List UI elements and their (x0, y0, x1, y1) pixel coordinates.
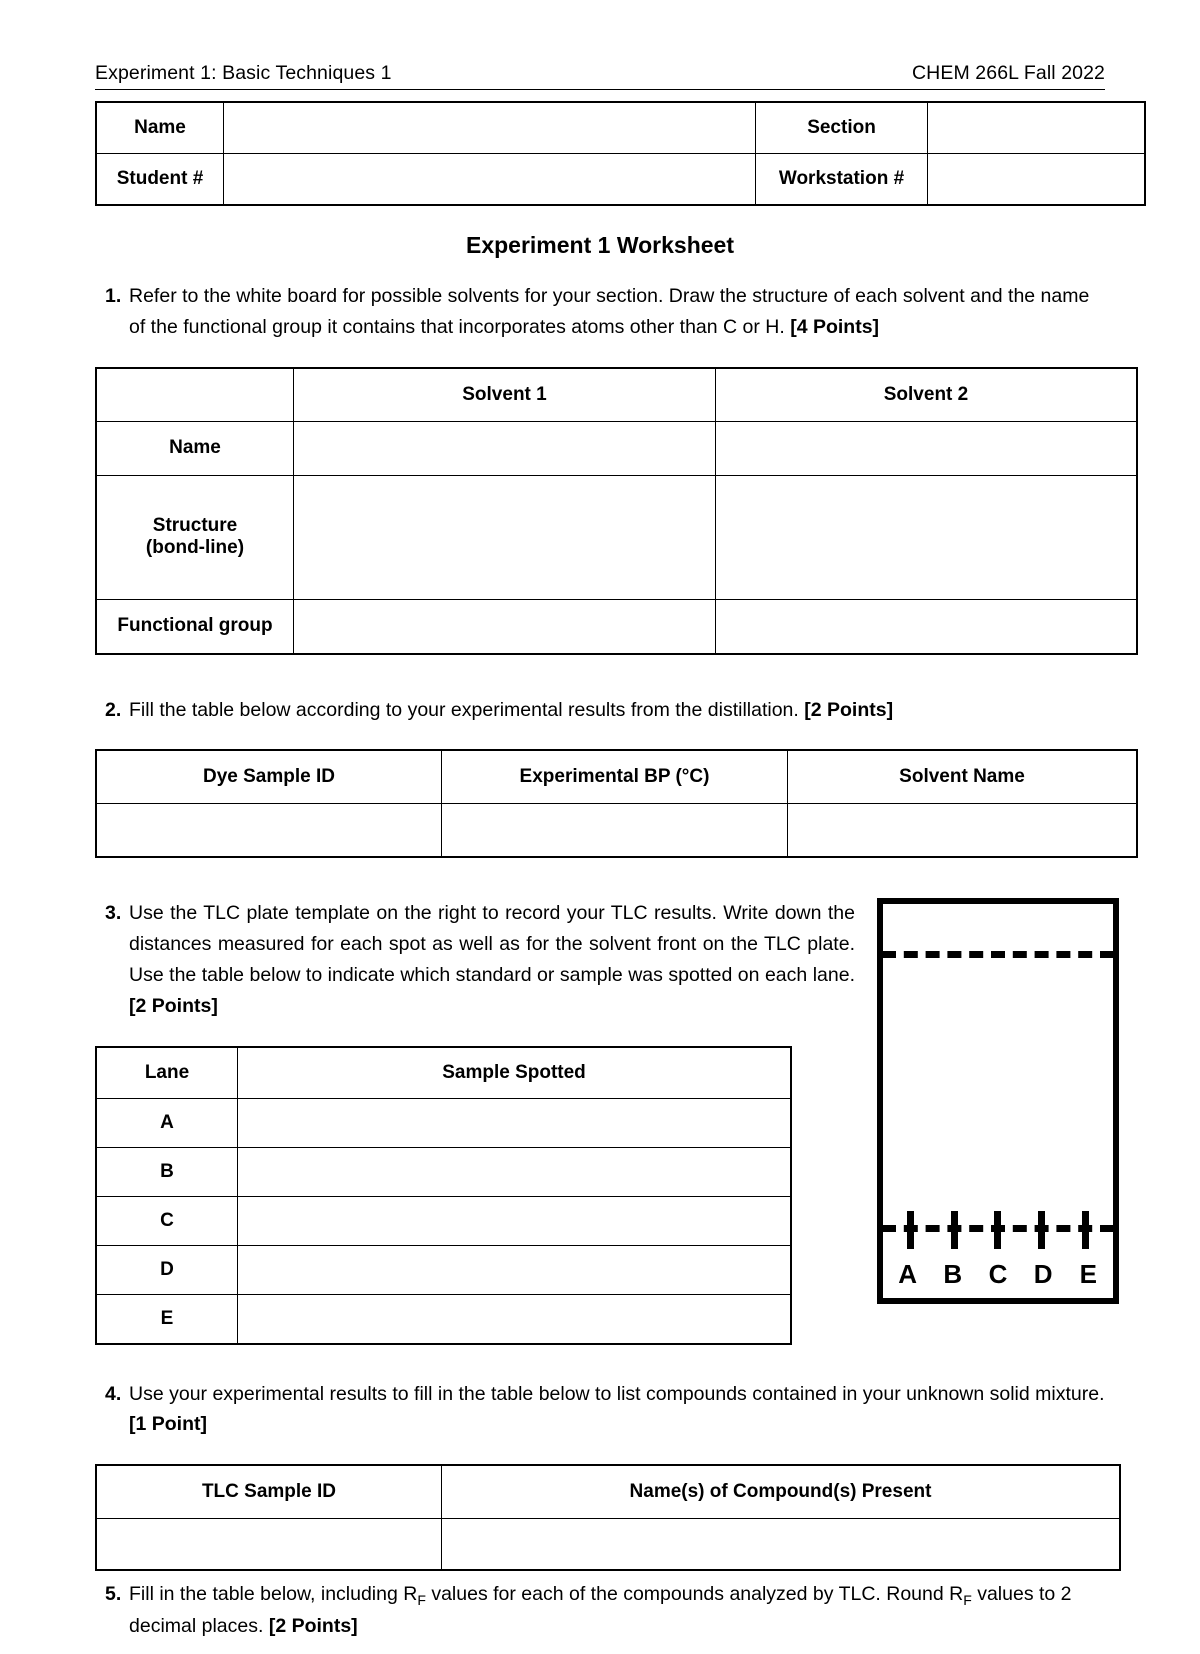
lane-c-sample-cell[interactable] (238, 1196, 792, 1245)
table-row (96, 154, 1145, 206)
table-row (96, 368, 1137, 422)
section-label: Section (756, 102, 928, 154)
table-row (96, 1098, 791, 1147)
lane-d-label: D (96, 1245, 238, 1294)
lane-c-label: C (96, 1196, 238, 1245)
question-5 (95, 1579, 1105, 1642)
solvent-2-structure-cell[interactable] (716, 475, 1138, 599)
question-1-points: [4 Points] (790, 315, 880, 338)
question-3-body: Use the TLC plate template on the right to record your TLC results. Write down the distances measured for each spot as well as for the solvent front on the TLC plate. Use the table below to indicate which standard or sample was spotted on each lane. (129, 902, 855, 986)
lane-e-label: E (96, 1294, 238, 1344)
solvent-1-header: Solvent 1 (294, 368, 716, 422)
table-row (96, 1245, 791, 1294)
tlc-lane-label-a: A (898, 1259, 917, 1290)
question-1-number: 1. (105, 285, 122, 307)
table-row (96, 475, 1137, 599)
question-4-points: [1 Point] (129, 1413, 207, 1436)
solvent-2-functional-group-cell[interactable] (716, 599, 1138, 654)
question-5-body-part-3: values to 2 decimal places. (129, 1583, 1072, 1638)
table-row (96, 1465, 1120, 1519)
question-4-body: Use your experimental results to fill in the table below to list compounds contained in your unknown solid mixture. (129, 1382, 1105, 1405)
question-3-left-column (95, 898, 855, 1344)
lane-a-sample-cell[interactable] (238, 1098, 792, 1147)
question-5-subscript-2: F (963, 1592, 972, 1609)
tlc-sample-id-cell[interactable] (96, 1519, 442, 1571)
solvent-2-name-cell[interactable] (716, 421, 1138, 475)
compound-names-cell[interactable] (442, 1519, 1121, 1571)
table-row (96, 1147, 791, 1196)
workstation-number-input-cell[interactable] (928, 154, 1146, 206)
solvent-2-header: Solvent 2 (716, 368, 1138, 422)
tlc-tick-e (1082, 1211, 1089, 1249)
structure-label-line-2: (bond-line) (145, 537, 245, 559)
experimental-bp-header: Experimental BP (°C) (442, 750, 788, 804)
tlc-sample-id-header: TLC Sample ID (96, 1465, 442, 1519)
compound-names-header: Name(s) of Compound(s) Present (442, 1465, 1121, 1519)
question-4-text (129, 1379, 1105, 1441)
document-header (95, 62, 1105, 90)
question-3-points: [2 Points] (129, 994, 218, 1017)
lane-b-sample-cell[interactable] (238, 1147, 792, 1196)
solvent-table (95, 367, 1138, 655)
name-label: Name (96, 102, 224, 154)
table-row (96, 804, 1137, 858)
question-3-number: 3. (105, 902, 122, 925)
question-2-body: Fill the table below according to your experimental results from the distillation. (129, 698, 805, 721)
header-experiment-title: Experiment 1: Basic Techniques 1 (95, 62, 392, 84)
tlc-lane-label-e: E (1079, 1259, 1098, 1290)
structure-label-line-1: Structure (152, 515, 238, 537)
tlc-lane-label-c: C (988, 1259, 1008, 1290)
functional-group-row-label: Functional group (96, 599, 294, 654)
solvent-name-row-label: Name (96, 421, 294, 475)
tlc-tick-c (994, 1211, 1001, 1249)
tlc-lane-labels (883, 1259, 1113, 1290)
student-info-table (95, 101, 1146, 206)
solvent-1-structure-cell[interactable] (294, 475, 716, 599)
tlc-plate-template[interactable] (877, 898, 1119, 1304)
question-5-body-part-1: Fill in the table below, including R (129, 1583, 418, 1606)
tlc-solvent-front-line (882, 951, 1114, 958)
tlc-tick-d (1038, 1211, 1045, 1249)
tlc-lane-ticks (883, 1210, 1113, 1250)
tlc-tick-a (907, 1211, 914, 1249)
solvent-name-cell[interactable] (788, 804, 1138, 858)
question-3-section (95, 898, 1105, 1344)
lane-a-label: A (96, 1098, 238, 1147)
student-number-input-cell[interactable] (224, 154, 756, 206)
question-1 (95, 281, 1105, 343)
compound-table (95, 1464, 1121, 1571)
name-input-cell[interactable] (224, 102, 756, 154)
header-course-term: CHEM 266L Fall 2022 (911, 62, 1105, 84)
question-2-number: 2. (105, 698, 122, 721)
question-2-text (129, 695, 1105, 726)
table-row (96, 421, 1137, 475)
page-content (95, 62, 1105, 1654)
tlc-tick-b (951, 1211, 958, 1249)
question-4 (95, 1379, 1105, 1441)
solvent-1-name-cell[interactable] (294, 421, 716, 475)
question-5-text (129, 1579, 1105, 1642)
lane-e-sample-cell[interactable] (238, 1294, 792, 1344)
section-input-cell[interactable] (928, 102, 1146, 154)
question-1-text (129, 281, 1105, 343)
dye-sample-id-header: Dye Sample ID (96, 750, 442, 804)
question-2-points: [2 Points] (804, 698, 894, 721)
page-title: Experiment 1 Worksheet (465, 232, 734, 258)
table-row (96, 1294, 791, 1344)
sample-spotted-header: Sample Spotted (238, 1047, 792, 1099)
lane-header: Lane (96, 1047, 238, 1099)
table-row (96, 1519, 1120, 1571)
table-row (96, 750, 1137, 804)
table-row (96, 599, 1137, 654)
lane-d-sample-cell[interactable] (238, 1245, 792, 1294)
question-3-right-column (855, 898, 1119, 1304)
workstation-number-label: Workstation # (756, 154, 928, 206)
table-row (96, 102, 1145, 154)
dye-sample-id-cell[interactable] (96, 804, 442, 858)
table-row (96, 1047, 791, 1099)
question-2 (95, 695, 1105, 726)
question-4-number: 4. (105, 1382, 122, 1405)
solvent-structure-row-label (96, 475, 294, 599)
student-number-label: Student # (96, 154, 224, 206)
tlc-lane-label-b: B (943, 1259, 963, 1290)
question-3-text (129, 898, 855, 1021)
tlc-lane-label-d: D (1033, 1259, 1053, 1290)
question-1-body: Refer to the white board for possible solvents for your section. Draw the structure of each solvent and the name of the functional group it contains that incorporates atoms other than C or H. (129, 285, 1090, 338)
solvent-name-header: Solvent Name (788, 750, 1138, 804)
question-5-subscript-1: F (417, 1592, 426, 1609)
distillation-table (95, 749, 1138, 858)
solvent-table-corner-cell (96, 368, 294, 422)
question-5-number: 5. (105, 1583, 122, 1606)
lane-table (95, 1046, 792, 1345)
lane-b-label: B (96, 1147, 238, 1196)
question-5-body-part-2: values for each of the compounds analyzed by TLC. Round R (425, 1583, 964, 1606)
table-row (96, 1196, 791, 1245)
question-5-points: [2 Points] (268, 1615, 358, 1638)
solvent-1-functional-group-cell[interactable] (294, 599, 716, 654)
experimental-bp-cell[interactable] (442, 804, 788, 858)
question-3 (95, 898, 855, 1021)
